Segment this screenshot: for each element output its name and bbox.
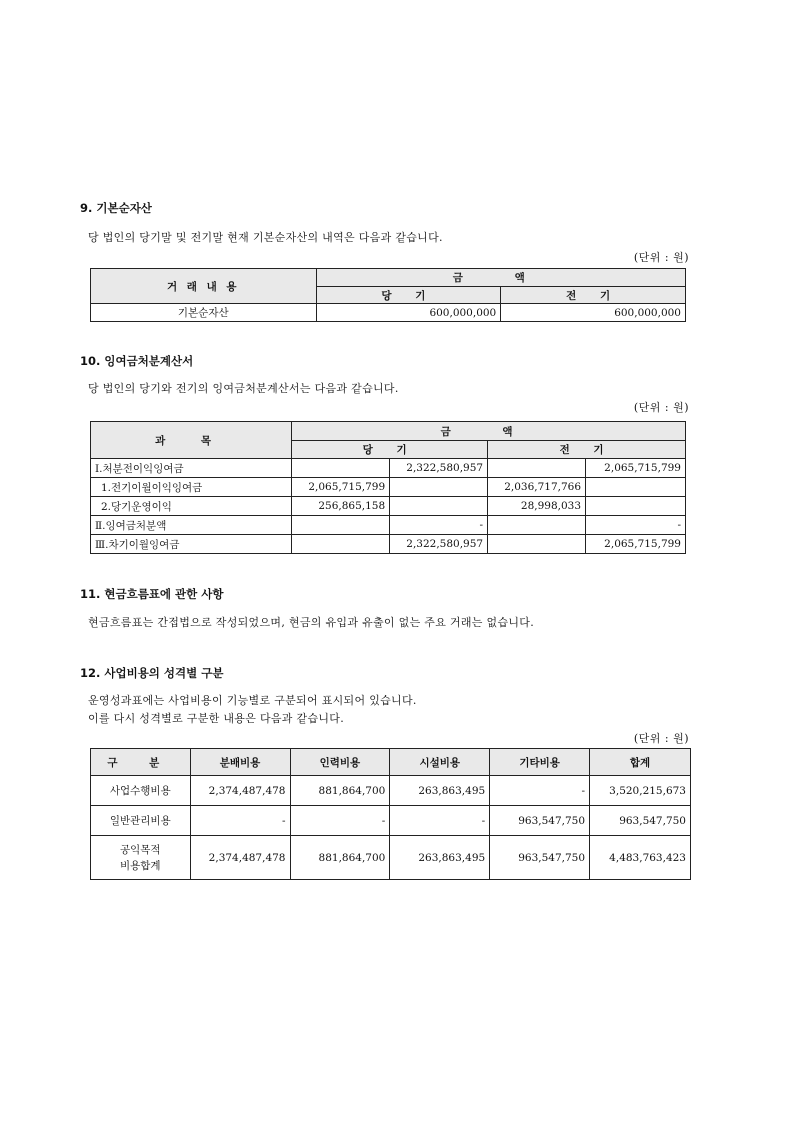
section-10-description: 당 법인의 당기와 전기의 잉여금처분계산서는 다음과 같습니다. (88, 382, 399, 395)
section-9-unit: (단위 : 원) (633, 251, 689, 264)
prior-total (586, 478, 686, 497)
prior-total: 2,065,715,799 (586, 535, 686, 554)
total-value: 4,483,763,423 (590, 836, 691, 880)
current-total (390, 478, 488, 497)
section-9-title: 9. 기본순자산 (80, 201, 152, 215)
header-total: 합계 (590, 749, 691, 776)
header-category: 구 분 (91, 749, 191, 776)
facility-value: - (390, 806, 490, 836)
personnel-value: 881,864,700 (290, 836, 390, 880)
header-current: 당 기 (316, 287, 501, 304)
row-label: 일반관리비용 (91, 806, 191, 836)
section-9-description: 당 법인의 당기말 및 전기말 현재 기본순자산의 내역은 다음과 같습니다. (88, 231, 443, 244)
header-facility: 시설비용 (390, 749, 490, 776)
total-value: 3,520,215,673 (590, 776, 691, 806)
facility-value: 263,863,495 (390, 776, 490, 806)
section-12-unit: (단위 : 원) (633, 732, 689, 745)
other-value: - (490, 776, 590, 806)
header-personnel: 인력비용 (290, 749, 390, 776)
table-row (91, 478, 686, 497)
section-12-description-1: 운영성과표에는 사업비용이 기능별로 구분되어 표시되어 있습니다. (88, 694, 417, 707)
current-detail (292, 535, 390, 554)
header-amount: 금 액 (316, 269, 685, 287)
prior-detail: 28,998,033 (488, 497, 586, 516)
surplus-disposition-table (90, 421, 686, 554)
other-value: 963,547,750 (490, 836, 590, 880)
current-detail: 256,865,158 (292, 497, 390, 516)
current-detail (292, 516, 390, 535)
distribution-value: 2,374,487,478 (190, 836, 290, 880)
facility-value: 263,863,495 (390, 836, 490, 880)
section-10-unit: (단위 : 원) (633, 401, 689, 414)
prior-total: - (586, 516, 686, 535)
table-row (91, 497, 686, 516)
distribution-value: 2,374,487,478 (190, 776, 290, 806)
row-label (91, 836, 191, 880)
table-row (91, 776, 691, 806)
row-label: 기본순자산 (91, 304, 317, 322)
distribution-value: - (190, 806, 290, 836)
table-row (91, 304, 686, 322)
row-label-line-1: 공익목적 (120, 843, 161, 856)
row-label: 사업수행비용 (91, 776, 191, 806)
header-prior: 전 기 (501, 287, 686, 304)
row-label: Ⅱ.잉여금처분액 (91, 516, 292, 535)
prior-detail (488, 535, 586, 554)
header-amount: 금 액 (292, 422, 686, 441)
prior-detail: 2,036,717,766 (488, 478, 586, 497)
header-prior: 전 기 (488, 441, 686, 459)
current-total: - (390, 516, 488, 535)
table-row (91, 806, 691, 836)
header-current: 당 기 (292, 441, 488, 459)
other-value: 963,547,750 (490, 806, 590, 836)
current-detail (292, 459, 390, 478)
header-item: 과 목 (91, 422, 292, 459)
table-row (91, 535, 686, 554)
section-12-title: 12. 사업비용의 성격별 구분 (80, 666, 224, 680)
section-10-title: 10. 잉여금처분계산서 (80, 354, 194, 368)
row-label: Ⅰ.처분전이익잉여금 (91, 459, 292, 478)
section-11-description: 현금흐름표는 간접법으로 작성되었으며, 현금의 유입과 유출이 없는 주요 거래는 없습니다. (88, 616, 535, 629)
header-other: 기타비용 (490, 749, 590, 776)
current-total: 2,322,580,957 (390, 459, 488, 478)
total-value: 963,547,750 (590, 806, 691, 836)
prior-detail (488, 516, 586, 535)
personnel-value: - (290, 806, 390, 836)
table-row (91, 459, 686, 478)
current-total (390, 497, 488, 516)
header-item: 거 래 내 용 (91, 269, 317, 304)
table-row (91, 836, 691, 880)
table-row (91, 516, 686, 535)
row-label: 1.전기이월이익잉여금 (91, 478, 292, 497)
section-11-title: 11. 현금흐름표에 관한 사항 (80, 587, 224, 601)
row-label-line-2: 비용합계 (120, 859, 161, 872)
prior-total (586, 497, 686, 516)
section-12-description-2: 이를 다시 성격별로 구분한 내용은 다음과 같습니다. (88, 712, 345, 725)
prior-detail (488, 459, 586, 478)
expense-by-nature-table (90, 748, 691, 880)
current-value: 600,000,000 (316, 304, 501, 322)
current-detail: 2,065,715,799 (292, 478, 390, 497)
personnel-value: 881,864,700 (290, 776, 390, 806)
row-label: Ⅲ.차기이월잉여금 (91, 535, 292, 554)
header-distribution: 분배비용 (190, 749, 290, 776)
prior-value: 600,000,000 (501, 304, 686, 322)
net-assets-table (90, 268, 686, 322)
prior-total: 2,065,715,799 (586, 459, 686, 478)
row-label: 2.당기운영이익 (91, 497, 292, 516)
current-total: 2,322,580,957 (390, 535, 488, 554)
